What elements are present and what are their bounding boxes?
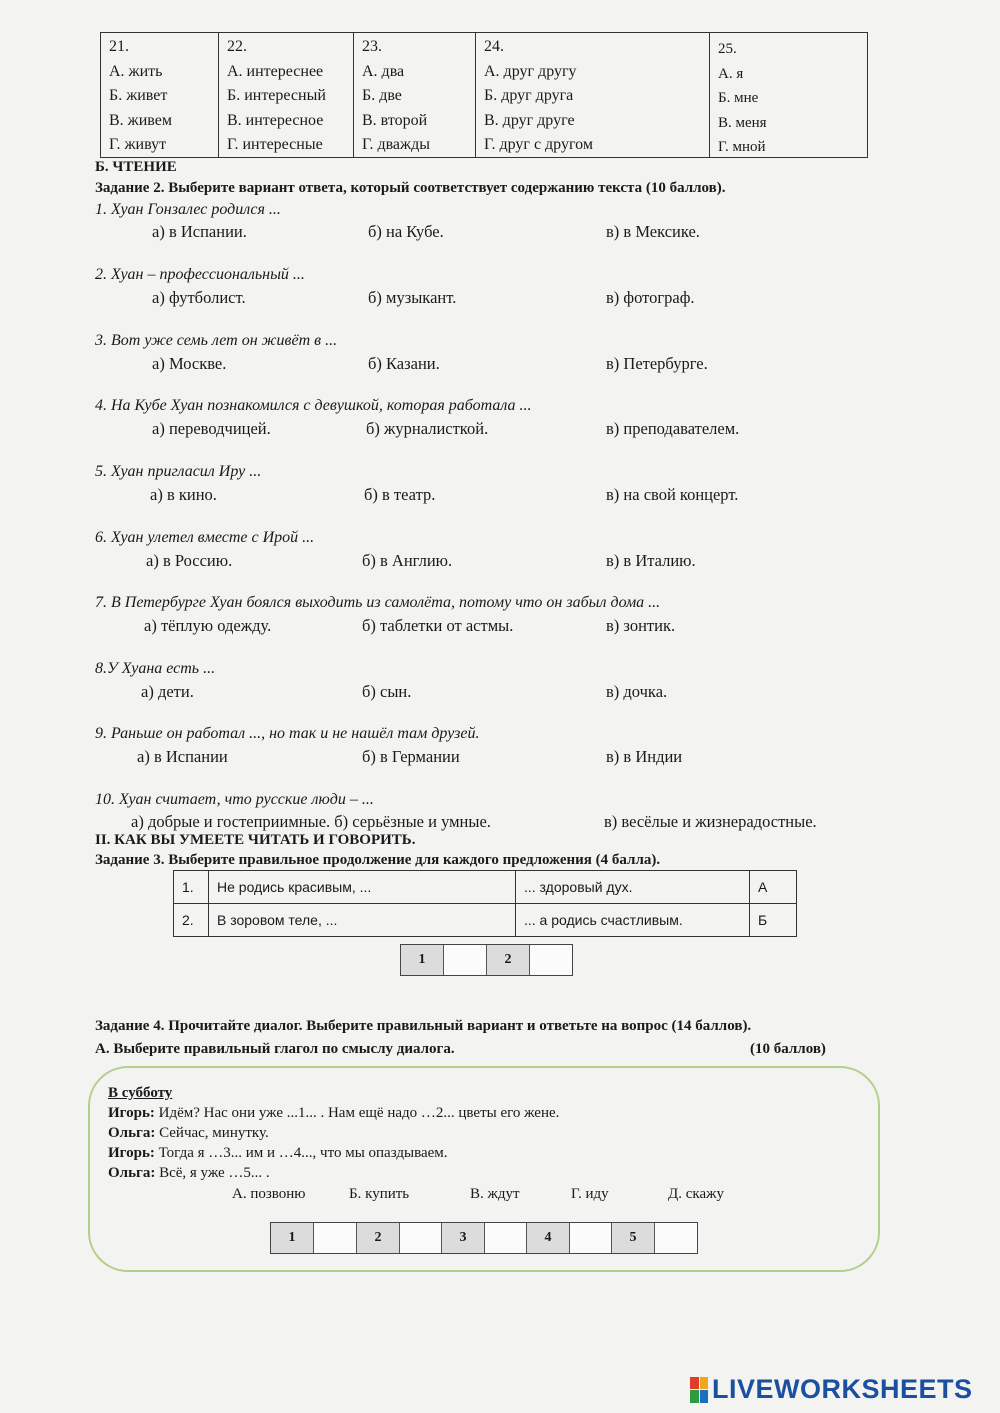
line-text: Идём? Нас они уже ...1... . Нам ещё надо …2... цветы его жене.: [158, 1105, 560, 1121]
answer-label-1: 1: [401, 945, 444, 975]
option-a: а) в Испании: [137, 747, 228, 766]
row-number: 1.: [174, 871, 209, 904]
option-a: а) дети.: [141, 682, 194, 701]
task3-title: Задание 3. Выберите правильное продолжение для каждого предложения (4 балла).: [95, 852, 661, 868]
option-a: а) переводчицей.: [152, 419, 271, 438]
option-a: а) в Испании.: [152, 222, 247, 241]
option-c: в) весёлые и жизнерадостные.: [604, 812, 817, 831]
answer-input-5[interactable]: [655, 1223, 697, 1253]
option-c: в) Петербурге.: [606, 354, 708, 373]
option-b: б) на Кубе.: [368, 222, 444, 241]
option: Б. мне: [718, 90, 759, 106]
option-c: в) фотограф.: [606, 288, 695, 307]
option: В. меня: [718, 114, 767, 131]
line-text: Тогда я …3... им и …4..., что мы опаздываем.: [158, 1145, 448, 1161]
option-a: а) добрые и гостеприимные. б) серьёзные и умные.: [131, 812, 491, 831]
option: В. друг друге: [484, 111, 575, 129]
choice-v: В. ждут: [470, 1186, 520, 1202]
task4a-title: А. Выберите правильный глагол по смыслу диалога.: [95, 1041, 455, 1057]
table-column-21: [101, 33, 219, 157]
speaker: Ольга:: [108, 1125, 156, 1141]
option-c: в) зонтик.: [606, 616, 676, 635]
answer-label-2: 2: [357, 1223, 400, 1253]
question-8: 8.У Хуана есть ...: [95, 660, 216, 677]
option-c: в) на свой концерт.: [606, 485, 739, 504]
logo-square: [700, 1377, 709, 1390]
option-b: б) журналисткой.: [366, 419, 489, 438]
option: Б. живет: [109, 87, 168, 104]
option-a: а) футболист.: [152, 288, 246, 307]
dialog-line-4: [108, 1165, 270, 1182]
table-column-24: [476, 33, 710, 157]
column-number: 22.: [227, 38, 247, 55]
row-number: 2.: [174, 904, 209, 937]
task4-answer-grid: [270, 1222, 698, 1254]
dialog-line-1: [108, 1105, 559, 1122]
answer-label-3: 3: [442, 1223, 485, 1253]
option-letter: А: [750, 871, 797, 904]
option: А. друг другу: [484, 62, 577, 80]
option-a: а) в кино.: [150, 485, 217, 504]
option-b: б) таблетки от астмы.: [362, 616, 514, 635]
speaker: Игорь:: [108, 1145, 155, 1161]
question-4: 4. На Кубе Хуан познакомился с девушкой, которая работала ...: [95, 397, 532, 414]
answer-label-5: 5: [612, 1223, 655, 1253]
answer-label-1: 1: [271, 1223, 314, 1253]
option-c: в) в Индии: [606, 747, 683, 766]
column-number: 23.: [362, 38, 382, 55]
task4-title: Задание 4. Прочитайте диалог. Выберите правильный вариант и ответьте на вопрос (14 баллов).: [95, 1018, 752, 1034]
dialog-line-2: [108, 1125, 269, 1142]
option-b: б) в Англию.: [362, 551, 453, 570]
question-7: 7. В Петербурге Хуан боялся выходить из самолёта, потому что он забыл дома ...: [95, 594, 661, 611]
question-3: 3. Вот уже семь лет он живёт в ...: [95, 332, 338, 349]
option: А. два: [362, 62, 405, 80]
answer-input-4[interactable]: [570, 1223, 612, 1253]
column-number: 21.: [109, 38, 129, 55]
option: Г. интересные: [227, 136, 323, 153]
logo-square: [690, 1390, 699, 1403]
sentence-start: В зоровом теле, ...: [209, 904, 516, 937]
option-c: в) дочка.: [606, 682, 668, 701]
speaker: Ольга:: [108, 1165, 156, 1181]
option-a: а) в Россию.: [146, 551, 233, 570]
task2-title: Задание 2. Выберите вариант ответа, который соответствует содержанию текста (10 баллов).: [95, 180, 726, 196]
option: А. я: [718, 65, 744, 82]
liveworksheets-logo: [690, 1374, 973, 1405]
question-1: 1. Хуан Гонзалес родился ...: [95, 201, 281, 218]
sentence-end: ... а родись счастливым.: [516, 904, 750, 937]
logo-text: LIVEWORKSHEETS: [712, 1374, 973, 1404]
option-c: в) в Италию.: [606, 551, 696, 570]
question-9: 9. Раньше он работал ..., но так и не нашёл там друзей.: [95, 725, 480, 742]
question-2: 2. Хуан – профессиональный ...: [95, 266, 305, 283]
table-row: [174, 871, 797, 904]
answer-options-table: [100, 32, 868, 158]
answer-input-2[interactable]: [530, 945, 572, 975]
option: Б. друг друга: [484, 87, 574, 104]
option-c: в) преподавателем.: [606, 419, 740, 438]
option: В. интересное: [227, 111, 324, 129]
question-5: 5. Хуан пригласил Иру ...: [95, 463, 262, 480]
answer-input-3[interactable]: [485, 1223, 527, 1253]
option: А. жить: [109, 62, 163, 80]
column-number: 24.: [484, 38, 504, 55]
option: Г. друг с другом: [484, 136, 593, 153]
sentence-end: ... здоровый дух.: [516, 871, 750, 904]
option-b: б) Казани.: [368, 354, 440, 373]
sentence-start: Не родись красивым, ...: [209, 871, 516, 904]
matching-table: [173, 870, 797, 937]
logo-square: [700, 1390, 709, 1403]
column-number: 25.: [718, 41, 737, 57]
answer-input-2[interactable]: [400, 1223, 442, 1253]
choice-g: Г. иду: [571, 1186, 609, 1202]
option-b: б) музыкант.: [368, 288, 457, 307]
option-letter: Б: [750, 904, 797, 937]
option-b: б) в Германии: [362, 747, 460, 766]
choice-d: Д. скажу: [668, 1186, 724, 1202]
option: Б. интересный: [227, 87, 326, 104]
option: Г. мной: [718, 139, 766, 155]
answer-input-1[interactable]: [444, 945, 487, 975]
option: А. интереснее: [227, 62, 324, 80]
line-text: Сейчас, минутку.: [159, 1125, 269, 1141]
task3-answer-grid: [400, 944, 573, 976]
table-column-23: [354, 33, 476, 157]
option-a: а) Москве.: [152, 354, 227, 373]
task4a-points: (10 баллов): [750, 1041, 826, 1057]
question-6: 6. Хуан улетел вместе с Ирой ...: [95, 529, 315, 546]
line-text: Всё, я уже …5... .: [159, 1165, 270, 1181]
choice-b: Б. купить: [349, 1186, 410, 1202]
answer-input-1[interactable]: [314, 1223, 357, 1253]
option-b: б) сын.: [362, 682, 412, 701]
logo-icon: [690, 1377, 708, 1403]
option-a: а) тёплую одежду.: [144, 616, 272, 635]
section-heading-ii: II. КАК ВЫ УМЕЕТЕ ЧИТАТЬ И ГОВОРИТЬ.: [95, 832, 416, 848]
option: Г. живут: [109, 136, 167, 153]
table-row: [174, 904, 797, 937]
dialog-heading: В субботу: [108, 1085, 173, 1101]
option-b: б) в театр.: [364, 485, 436, 504]
option: Б. две: [362, 87, 402, 104]
choice-a: А. позвоню: [232, 1186, 306, 1202]
option: В. живем: [109, 111, 172, 129]
option-c: в) в Мексике.: [606, 222, 700, 241]
table-column-22: [219, 33, 354, 157]
table-column-25: [710, 33, 865, 157]
speaker: Игорь:: [108, 1105, 155, 1121]
answer-label-2: 2: [487, 945, 530, 975]
option: Г. дважды: [362, 136, 430, 153]
option: В. второй: [362, 111, 428, 129]
section-heading-reading: Б. ЧТЕНИЕ: [95, 159, 177, 175]
dialog-line-3: [108, 1145, 448, 1162]
question-10: 10. Хуан считает, что русские люди – ...: [95, 791, 374, 808]
logo-square: [690, 1377, 699, 1390]
answer-label-4: 4: [527, 1223, 570, 1253]
